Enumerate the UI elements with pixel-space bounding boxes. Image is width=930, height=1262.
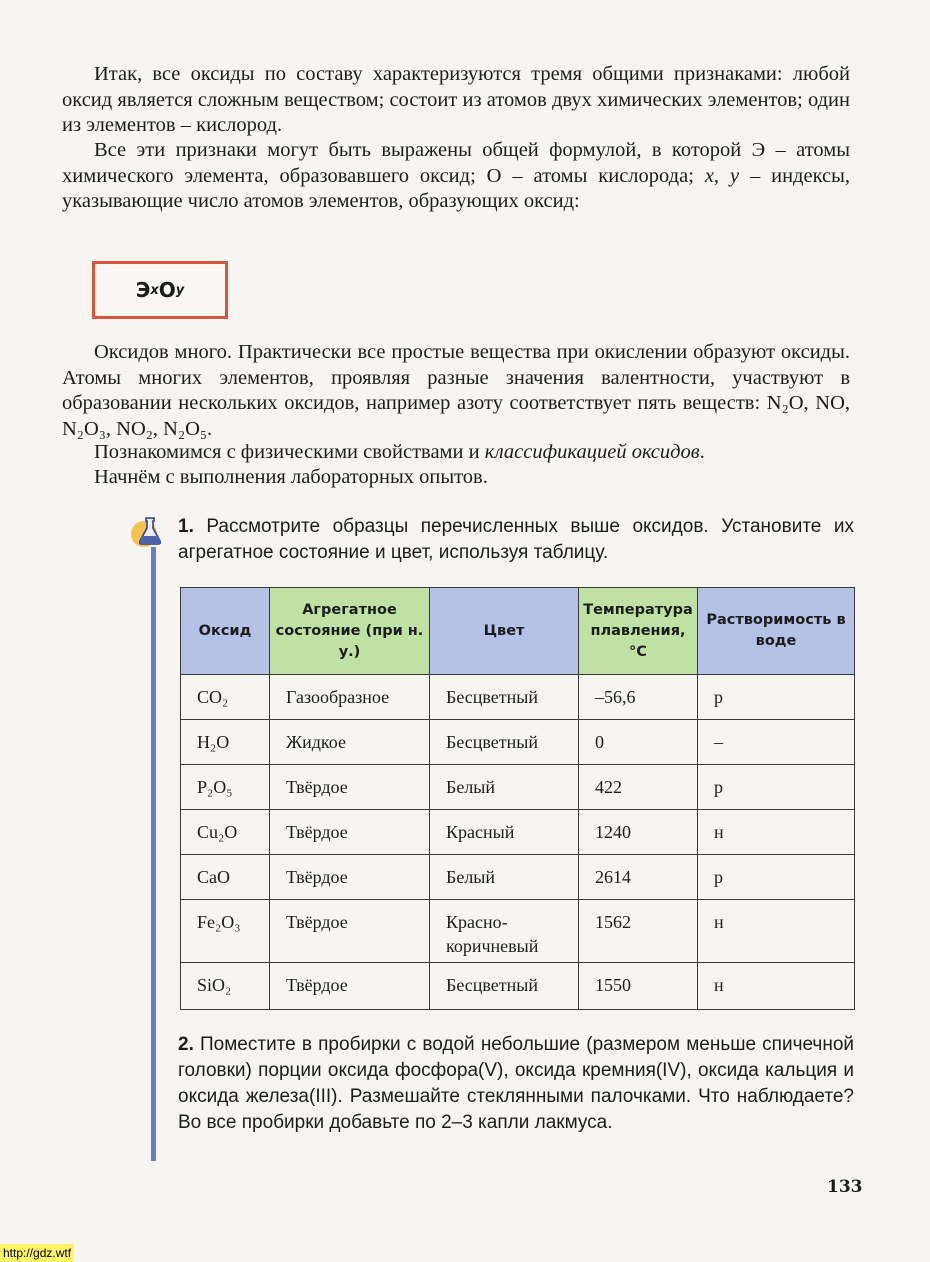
cell-formula: SiO₂: [181, 963, 270, 1010]
cell-formula: Fe₂O₃: [181, 900, 270, 963]
cell-solubility: –: [698, 720, 855, 765]
intro-paragraph: [62, 62, 850, 139]
oxides-text: Оксидов много. Практически все простые вещества при окислении образуют оксиды. Атомы многих элементов, проявляя разные значения валентности, участвуют в образовании нескольких оксидов, например азоту соответствует пять веществ:: [62, 341, 850, 414]
header-color: Цвет: [430, 588, 579, 675]
properties-paragraph: [62, 440, 850, 466]
properties-text-b: .: [699, 441, 705, 463]
cell-color: Бесцветный: [430, 720, 579, 765]
subscript-y: y: [175, 282, 185, 298]
cell-state: Твёрдое: [270, 855, 430, 900]
lab-intro-text: Начнём с выполнения лабораторных опытов.: [94, 466, 488, 488]
cell-color: Белый: [430, 765, 579, 810]
oxygen-symbol: O: [158, 278, 176, 302]
general-formula-box: [92, 261, 228, 319]
cell-solubility: н: [698, 810, 855, 855]
cell-solubility: р: [698, 765, 855, 810]
cell-state: Твёрдое: [270, 765, 430, 810]
formula-text-b: – индексы, указывающие число атомов элементов, образующих оксид:: [62, 164, 851, 212]
table-row: [181, 720, 855, 765]
cell-melting: 2614: [579, 855, 698, 900]
oxides-paragraph: [62, 340, 850, 442]
cell-solubility: н: [698, 963, 855, 1010]
cell-state: Газообразное: [270, 675, 430, 720]
properties-text-a: Познакомимся с физическими свойствами и: [94, 441, 485, 463]
cell-state: Твёрдое: [270, 900, 430, 963]
header-state: Агрегатное состояние (при н. у.): [270, 588, 430, 675]
table-row: [181, 675, 855, 720]
table-row: [181, 900, 855, 963]
task-1: [178, 514, 854, 566]
cell-melting: 1562: [579, 900, 698, 963]
comma: ,: [713, 164, 730, 187]
cell-melting: –56,6: [579, 675, 698, 720]
cell-state: Твёрдое: [270, 963, 430, 1010]
header-solubility: Растворимость в воде: [698, 588, 855, 675]
classification-emphasis: классификацией оксидов: [484, 441, 700, 463]
cell-color: Бесцветный: [430, 963, 579, 1010]
flask-icon: [131, 514, 163, 550]
cell-color: Бесцветный: [430, 675, 579, 720]
formula-paragraph: [62, 138, 850, 215]
index-x: x: [704, 164, 714, 187]
cell-formula: H₂O: [181, 720, 270, 765]
table-row: [181, 765, 855, 810]
cell-formula: P₂O₅: [181, 765, 270, 810]
cell-melting: 1550: [579, 963, 698, 1010]
element-symbol: Э: [135, 278, 151, 302]
cell-formula: CO₂: [181, 675, 270, 720]
table-header-row: [181, 588, 855, 675]
lab-side-rule: [151, 547, 156, 1161]
cell-solubility: р: [698, 855, 855, 900]
index-y: y: [729, 164, 740, 187]
cell-color: Красно-коричневый: [430, 900, 579, 963]
lab-intro-paragraph: [62, 465, 850, 491]
task-1-number: 1.: [178, 516, 194, 537]
table-row: [181, 963, 855, 1010]
oxides-properties-table: [180, 587, 855, 1010]
cell-formula: CaO: [181, 855, 270, 900]
page-number: 133: [827, 1177, 863, 1197]
header-melting: Температура плавления, °C: [579, 588, 698, 675]
cell-melting: 0: [579, 720, 698, 765]
cell-color: Красный: [430, 810, 579, 855]
watermark-link[interactable]: http://gdz.wtf: [0, 1244, 74, 1262]
formula-text-a: Все эти признаки могут быть выражены общей формулой, в которой Э – атомы химического элемента, образовавшего оксид; О – атомы кислорода;: [62, 139, 850, 187]
task-1-text: Рассмотрите образцы перечисленных выше оксидов. Установите их агрегатное состояние и цвет, используя таблицу.: [178, 516, 854, 563]
nitrogen-oxides-list: N₂O, NO, N₂O₃, NO₂, N₂O₅.: [62, 392, 850, 440]
table-row: [181, 810, 855, 855]
cell-color: Белый: [430, 855, 579, 900]
task-2-number: 2.: [178, 1034, 194, 1055]
cell-formula: Cu₂O: [181, 810, 270, 855]
task-2: [178, 1032, 854, 1136]
header-oxide: Оксид: [181, 588, 270, 675]
cell-melting: 1240: [579, 810, 698, 855]
cell-state: Жидкое: [270, 720, 430, 765]
cell-state: Твёрдое: [270, 810, 430, 855]
cell-solubility: н: [698, 900, 855, 963]
task-2-text: Поместите в пробирки с водой небольшие (размером меньше спичечной головки) порции оксида фосфора(V), оксида кремния(IV), оксида кальция и оксида железа(III). Размешайте стеклянными палочками. Что наблюдаете? Во все пробирки добавьте по 2–3 капли лакмуса.: [178, 1034, 854, 1133]
table-row: [181, 855, 855, 900]
subscript-x: x: [150, 282, 159, 298]
intro-text: Итак, все оксиды по составу характеризуются тремя общими признаками: любой оксид является сложным веществом; состоит из атомов двух химических элементов; один из элементов – кислород.: [62, 63, 850, 136]
cell-melting: 422: [579, 765, 698, 810]
cell-solubility: р: [698, 675, 855, 720]
